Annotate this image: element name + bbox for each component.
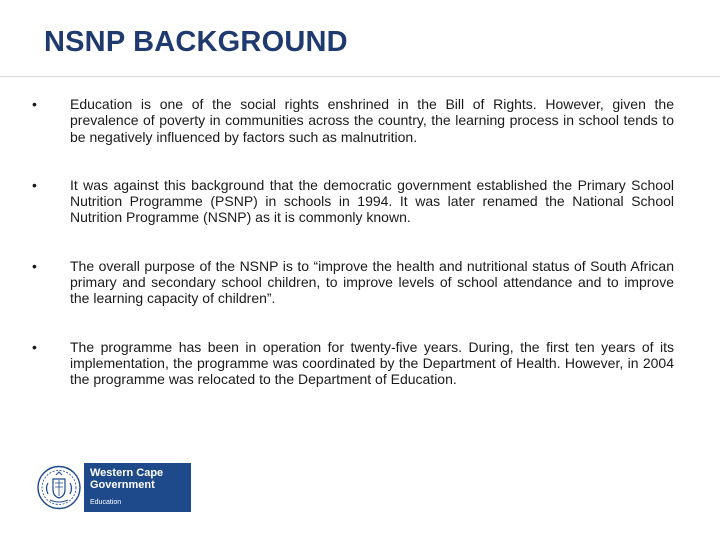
bullet-list [32,96,674,420]
bullet-marker: • [32,257,37,274]
logo-line-1: Western Cape [90,467,164,479]
bullet-text: It was against this background that the democratic government established the Primary School Nutrition Programme (PSNP) in schools in 1994. It was later renamed the National School Nutrition Programme (NSNP) as it is commonly known. [70,176,674,226]
logo-brand-panel [84,463,191,512]
bullet-item [32,339,674,388]
logo-line-2: Government [90,479,155,491]
bullet-item [32,96,674,145]
coat-of-arms-icon [34,463,84,512]
bullet-marker: • [32,338,37,355]
bullet-text: The overall purpose of the NSNP is to “improve the health and nutritional status of South African primary and secondary school children, to improve levels of school attendance and to improve the learning capacity of children”. [70,257,674,307]
western-cape-government-logo [34,463,191,512]
bullet-text: Education is one of the social rights enshrined in the Bill of Rights. However, given the prevalence of poverty in communities across the country, the learning process in school tends to be negatively influenced by factors such as malnutrition. [70,96,674,145]
bullet-item [32,258,674,307]
bullet-marker: • [32,96,37,112]
title-divider [0,76,720,77]
logo-department: Education [90,499,122,506]
bullet-marker: • [32,176,37,193]
slide-title: NSNP BACKGROUND [44,26,348,58]
bullet-item [32,177,674,226]
bullet-text: The programme has been in operation for twenty-five years. During, the first ten years of its implementation, the programme was coordinated by the Department of Health. However, in 2004 the programme was relocated to the Department of Education. [70,338,674,388]
